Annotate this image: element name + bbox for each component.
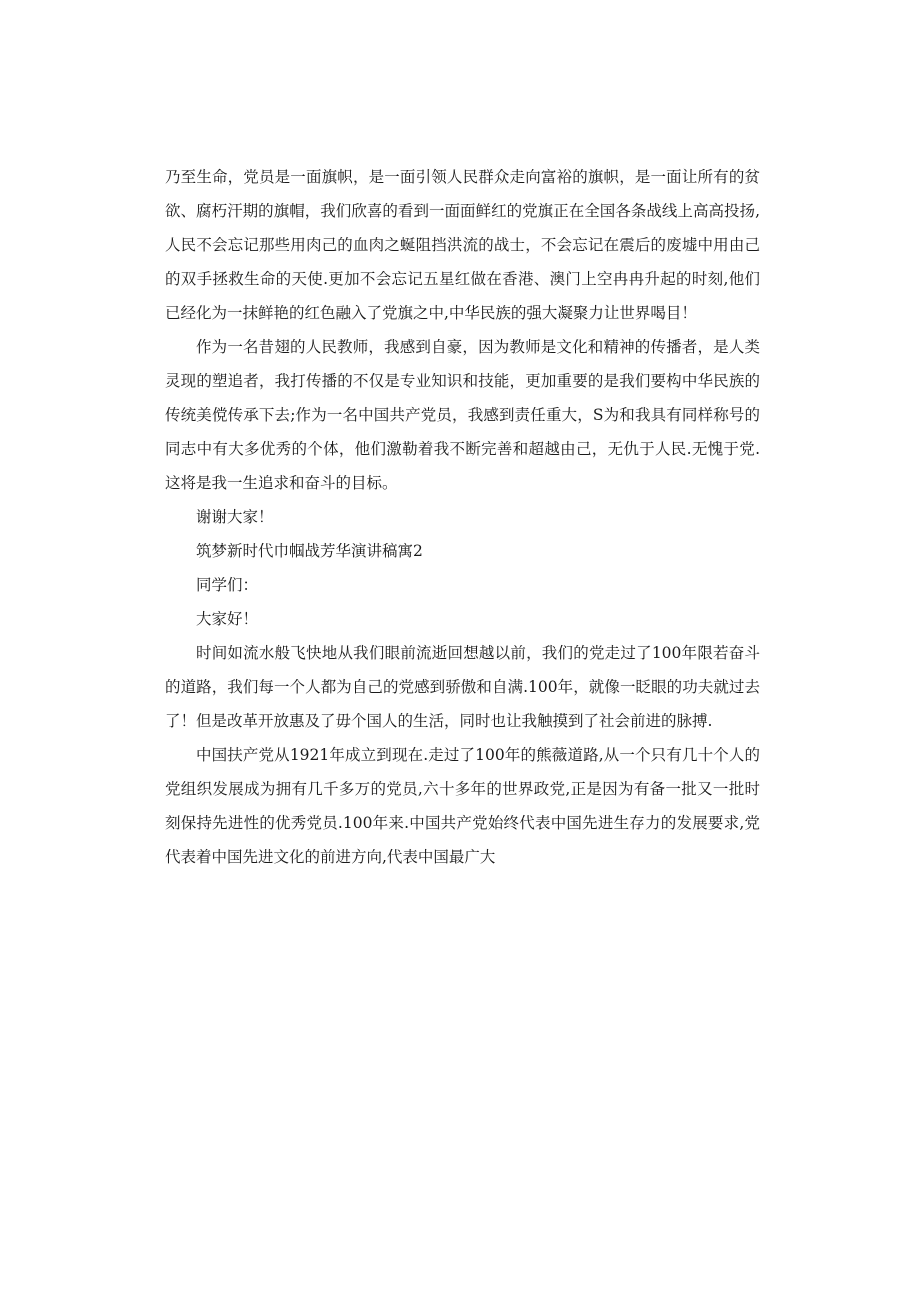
speech-title-2: 筑梦新时代巾帼战芳华演讲稿寓2: [196, 542, 423, 560]
salutation-students: 同学们：: [196, 576, 259, 594]
paragraph-teacher: 作为一名昔翅的人民教师，我感到自豪，因为教师是文化和精神的传播者，是人类灵现的塑追者，我打传播的不仅是专业知识和技能，更加重要的是我们要构中华民族的传统美傥传承下去;作为一名中国共产党员，我感到责任重大，S为和我具有同样称号的同志中有大多优秀的个体，他们激勒着我不断完善和超越由己，无仇于人民.无愧于党.这将是我一生追求和奋斗的目标。: [165, 338, 760, 492]
paragraph-party-history: 中国扶产党从1921年成立到现在.走过了100年的熊薇道路,从一个只有几十个人的党组织发展成为拥有几千多万的党员,六十多年的世界政党,正是因为有备一批又一批时刻保持先进性的优秀党员.100年来.中国共产党始终代表中国先进生存力的发展要求,党代表着中国先进文化的前进方向,代表中国最广大: [165, 746, 760, 866]
document-body: [165, 160, 760, 874]
paragraph-party-flag: 乃至生命，党员是一面旗帜，是一面引领人民群众走向富裕的旗帜，是一面让所有的贫欲、腐朽汗期的旗帽，我们欣喜的看到一面面鲜红的党旗正在全国各条战线上高高投扬,人民不会忘记那些用肉己的血肉之蜒阻挡洪流的战士，不会忘记在震后的废墟中用由己的双手拯救生命的天使.更加不会忘记五星红做在香港、澳门上空冉冉升起的时刻,他们已经化为一抹鲜艳的红色融入了党旗之中,中华民族的强大凝聚力让世界喝目！: [165, 168, 760, 322]
paragraph-time: 时间如流水般飞快地从我们眼前流逝回想越以前，我们的党走过了100年限若奋斗的道路，我们每一个人都为自己的党感到骄傲和自满.100年，就像一眨眼的功夫就过去了！但是改革开放惠及了毋个国人的生活，同时也让我触摸到了社会前进的脉搏.: [165, 644, 760, 730]
paragraph-thanks: 谢谢大家！: [196, 508, 274, 526]
greeting-everyone: 大家好！: [196, 610, 259, 628]
